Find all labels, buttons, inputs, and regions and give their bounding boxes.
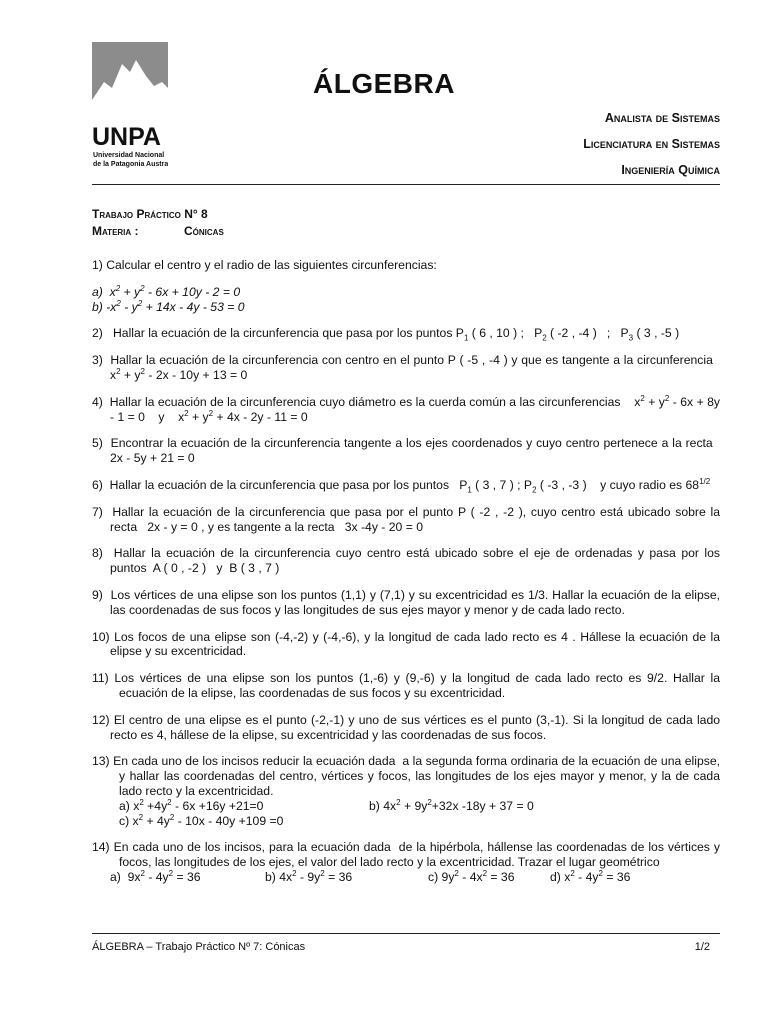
page-footer (92, 941, 710, 953)
header-divider (92, 184, 720, 185)
page-number: 1/2 (694, 941, 710, 953)
footer-title: ÁLGEBRA – Trabajo Práctico Nº 7: Cónicas (92, 941, 306, 953)
logo-name: UNPA (92, 123, 161, 151)
career-list (583, 108, 720, 186)
exercise-11: 11) Los vértices de una elipse son los puntos (1,-6) y (9,-6) y la longitud de cada lado recto es 9/2. Hallar la ecuación de la elipse, las coordenadas de sus focos y su excentricidad. (92, 671, 720, 700)
exercise-3: 3) Hallar la ecuación de la circunferencia con centro en el punto P ( -5 , -4 ) y que es tangente a la circunferencia $x^2 + y^2 - 2x - 10y + 13 = 0$ (92, 353, 720, 382)
exercise-14: 14) En cada uno de los incisos, para la ecuación dada de la hipérbola, hállense las coordenadas de los vértices y focos, las longitudes de los ejes, el valor del lado recto y la excentricidad. Trazar el lugar geométrico a) $9x^2 - 4y^2 = 36$ b) $4x^2 - 9y^2 = 36$ c) $9y^2 - 4x^2 = 36$ d) $x^2 - 4y^2 = 36$ (92, 840, 720, 884)
unpa-logo (92, 42, 168, 172)
exercise-13: 13) En cada uno de los incisos reducir la ecuación dada a la segunda forma ordinaria de la ecuación de una elipse, y hallar las coordenadas del centro, vértices y focos, las longitudes de los ejes mayor y menor, y la de cada lado recto y la excentricidad. a) $x^2 +4y^2 - 6x +16y +21=0$ b) $4x^2 + 9y^2+32x$ -18y + 37 = 0 c) $x^2 + 4y^2 - 10x - 40y +109 =0$ (92, 754, 720, 828)
career-item: Ingeniería Química (621, 163, 720, 177)
subject-value: Cónicas (184, 224, 224, 238)
mountain-logo-icon (92, 42, 168, 172)
exercise-1: 1) Calcular el centro y el radio de las siguientes circunferencias: a) $x^2 + y^2 - 6x + 10y - 2 = 0$ b) $-x^2 - y^2 + 14x - 4y - 53 = 0$ (92, 258, 437, 314)
exercise-9: 9) Los vértices de una elipse son los puntos (1,1) y (7,1) y su excentricidad es 1/3. Hallar la ecuación de la elipse, las coordenadas de sus focos y las longitudes de sus ejes mayor y menor y de cada lado recto. (92, 587, 720, 617)
exercise-6: 6) Hallar la ecuación de la circunferencia que pasa por los puntos $P_1$ ( 3 , 7 ) ; $P_2$ ( -3 , -3 ) y cuyo radio es $68^{1/2}$ (92, 476, 711, 495)
exercise-4: 4) Hallar la ecuación de la circunferencia cuyo diámetro es la cuerda común a las circunferencias $x^2 + y^2 - 6x + 8y - 1 = 0$ y $x^2 + y^2 + 4x - 2y - 11 = 0$ (92, 393, 721, 424)
subject-line (92, 223, 224, 240)
exercise-12: 12) El centro de una elipse es el punto (-2,-1) y uno de sus vértices es el punto (3,-1). Si la longitud de cada lado recto es 4, hállese de la elipse, su excentricidad y las coordenadas de sus focos. (92, 712, 720, 742)
exercise-8: 8) Hallar la ecuación de la circunferencia cuyo centro está ubicado sobre el eje de ordenadas y pasa por los puntos A ( 0 , -2 ) y B ( 3 , 7 ) (92, 546, 720, 576)
practice-heading (92, 206, 224, 240)
exercise-2: 2) Hallar la ecuación de la circunferencia que pasa por los puntos $P_1$ ( 6 , 10 ) ; $P_2$ ( -2 , -4 ) ; $P_3$ ( 3 , -5 ) (92, 326, 680, 343)
career-item: Licenciatura en Sistemas (583, 137, 720, 151)
exercise-5: 5) Encontrar la ecuación de la circunferencia tangente a los ejes coordenados y cuyo centro pertenece a la recta 2x - 5y + 21 = 0 (92, 436, 720, 466)
footer-divider (92, 933, 720, 934)
subject-label: Materia : (92, 224, 139, 238)
exercise-7: 7) Hallar la ecuación de la circunferencia que pasa por el punto P ( -2 , -2 ), cuyo centro está ubicado sobre la recta 2x - y = 0 , y es tangente a la recta 3x -4y - 20 = 0 (92, 504, 720, 534)
exercise-list (92, 258, 720, 897)
logo-line2: de la Patagonia Austral (93, 161, 168, 168)
practice-title: Trabajo Práctico N° 8 (92, 207, 208, 221)
career-item: Analista de Sistemas (604, 111, 720, 125)
exercise-10: 10) Los focos de una elipse son (-4,-2) y (-4,-6), y la longitud de cada lado recto es 4 . Hállese la ecuación de la elipse y su excentricidad. (92, 629, 720, 659)
page-title: ÁLGEBRA (313, 68, 455, 99)
logo-line1: Universidad Nacional (93, 152, 165, 159)
